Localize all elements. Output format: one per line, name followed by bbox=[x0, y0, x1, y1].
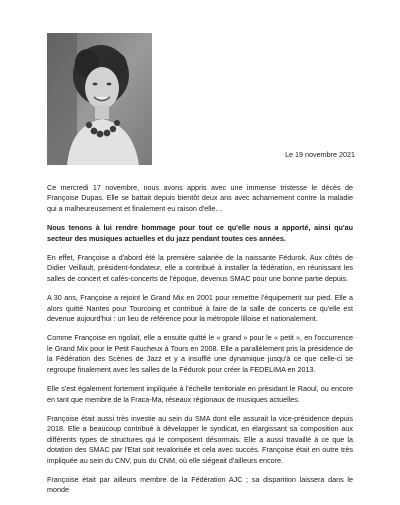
letter-date: Le 19 novembre 2021 bbox=[285, 150, 355, 159]
fedurok-paragraph: En effet, Françoise a d'abord été la première salariée de la naissante Fédurok. Aux côtés de Didier Veillault, président-fondateur, elle a contribué à installer la fédération, en réunissant les salles de concert et cafés-concerts de l'époque, devenus SMAC pour une bonne partie depuis. bbox=[47, 253, 353, 283]
territorial-paragraph: Elle s'est également fortement impliquée à l'échelle territoriale en présidant le Raoul, ou encore en tant que membre de la Fraca-Ma, réseaux régionaux de musiques actuelles. bbox=[47, 384, 353, 404]
petit-faucheux-paragraph: Comme Françoise en rigolait, elle a ensuite quitté le « grand » pour le « petit », en l'occurrence le Grand Mix pour le Petit Faucheux à Tours en 2008. Elle a parallèlement pris la présidence de la Fédération des Scènes de Jazz et y a insufflé une dynamique jusqu'à ce que celle-ci se regroupe finalement avec les salles de la Fédurok pour créer la FEDELIMA en 2013. bbox=[47, 333, 353, 374]
grand-mix-paragraph: A 30 ans, Françoise a rejoint le Grand Mix en 2001 pour remettre l'équipement sur pied. Elle a alors quitté Nantes pour Tourcoing et contribué à faire de la salle de concerts ce qu'elle est devenue aujourd'hui : un lieu de référence pour la métropole lilloise et nationalement. bbox=[47, 293, 353, 324]
letter-body bbox=[47, 183, 353, 505]
portrait-image bbox=[47, 33, 152, 165]
intro-paragraph: Ce mercredi 17 novembre, nous avons appris avec une immense tristesse le décès de Françoise Dupas. Elle se battait depuis bientôt deux ans avec acharnement contre la maladie qui a malheureusement et finalement eu raison d'elle… bbox=[47, 183, 353, 213]
ajc-paragraph: Françoise était par ailleurs membre de la Fédération AJC ; sa disparition laissera dans le monde bbox=[47, 474, 353, 495]
sma-paragraph: Françoise était aussi très investie au sein du SMA dont elle assurait la vice-présidence depuis 2018. Elle a beaucoup contribué à développer le syndicat, en élargissant sa composition aux différents types de structures qui le composent désormais. Elle a aussi travaillé à ce que la dotation des SMAC par l'Etat soit revalorisée et cela avec succès. Françoise était en outre très impliquée au sein du CNV, puis du CNM, où elle siégeait d'ailleurs encore. bbox=[47, 413, 353, 465]
tribute-lead-paragraph: Nous tenons à lui rendre hommage pour tout ce qu'elle nous a apporté, ainsi qu'au secteur des musiques actuelles et du jazz pendant toutes ces années. bbox=[47, 223, 353, 243]
portrait-photo bbox=[47, 33, 152, 165]
